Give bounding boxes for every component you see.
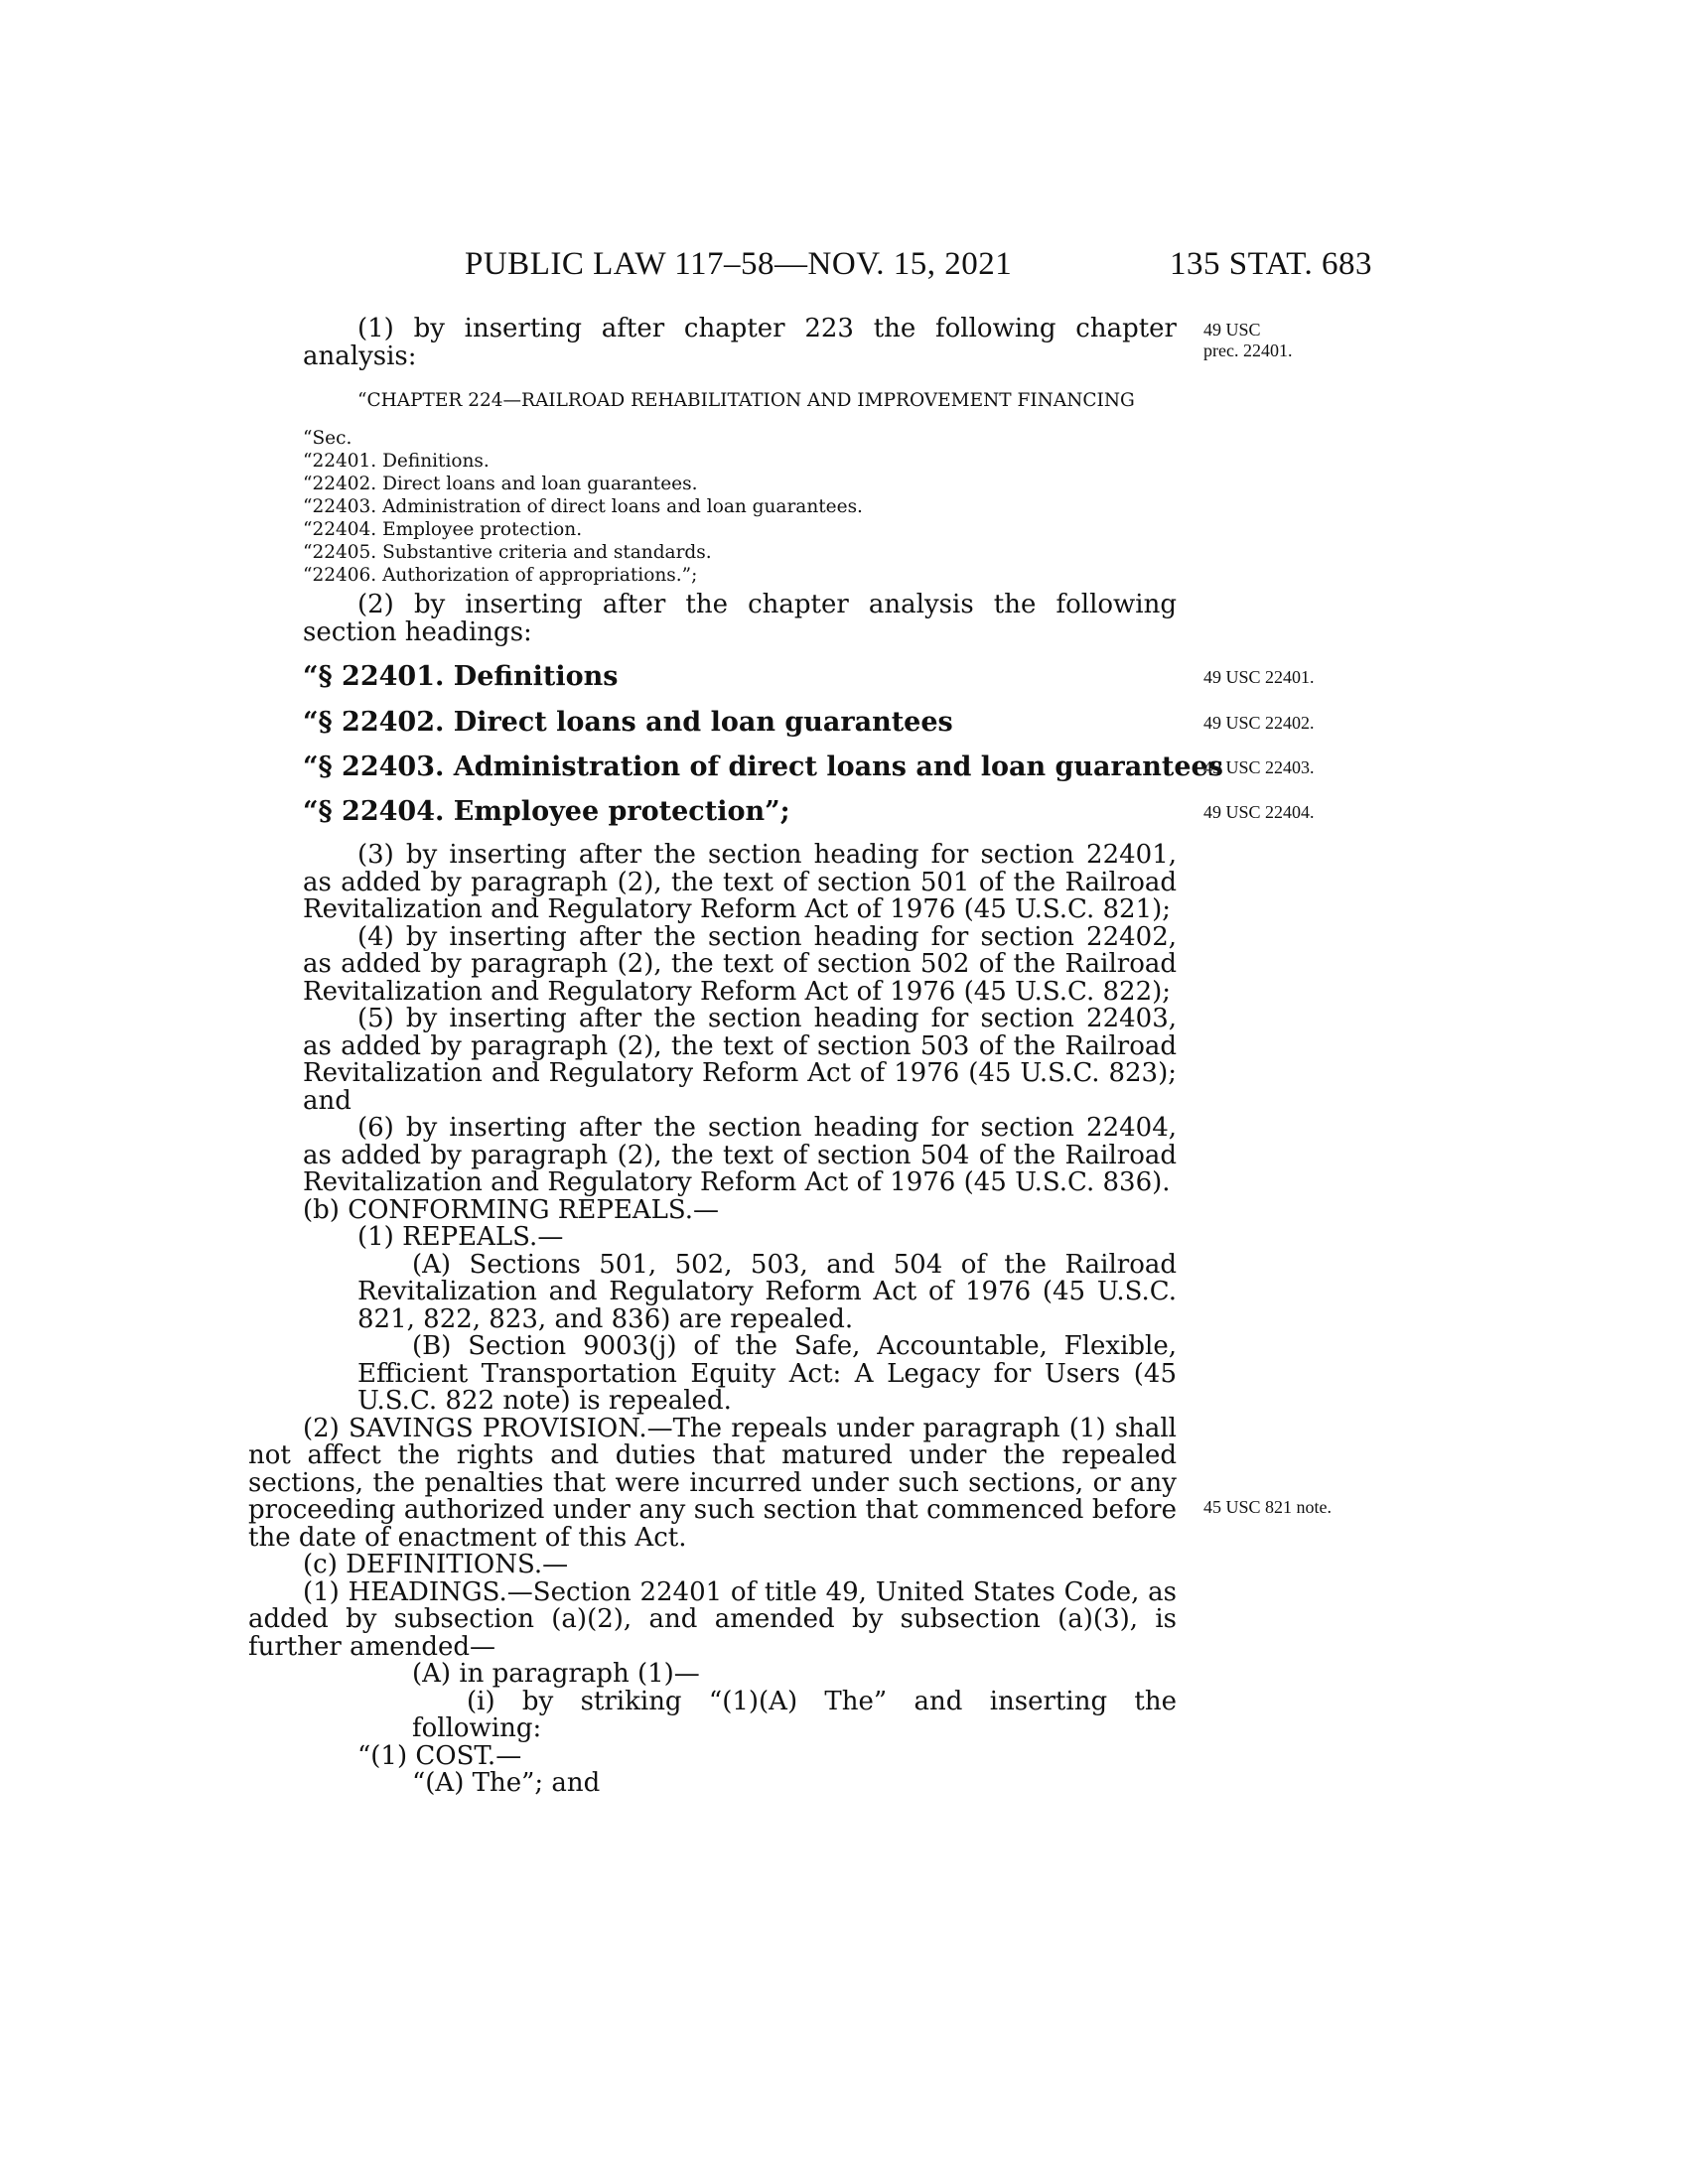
chapter-title-block	[303, 389, 1196, 412]
toc-item: “22401. Definitions.	[303, 451, 490, 472]
chapter-title: “CHAPTER 224—RAILROAD REHABILITATION AND IMPROVEMENT FINANCING	[357, 390, 1135, 411]
quoted-cost-heading: “(1) COST.—	[357, 1740, 522, 1771]
paragraph-6: (6) by inserting after the section heading for section 22404, as added by paragraph (2), the text of section 504 of the Railroad Revitalization and Regulatory Reform Act of 1976 (45 U.S.C. 836).	[303, 1113, 1177, 1197]
paragraph-4: (4) by inserting after the section heading for section 22402, as added by paragraph (2), the text of section 502 of the Railroad Revitalization and Regulatory Reform Act of 1976 (45 U.S.C. 822);	[303, 921, 1177, 1007]
subsection-b1B: (B) Section 9003(j) of the Safe, Accountable, Flexible, Efficient Transportation Equity Act: A Legacy for Users (45 U.S.C. 822 note) is repealed.	[357, 1331, 1177, 1416]
subsection-b2: (2) SAVINGS PROVISION.—The repeals under paragraph (1) shall not affect the rights and duties that matured under the repealed sections, the penalties that were incurred under such sections, or any proceeding authorized under any such section that commenced before the date of enactment of this Act.	[248, 1413, 1177, 1553]
margin-note-22402: 49 USC 22402.	[1203, 713, 1315, 733]
subsection-c1Ai: (i) by striking “(1)(A) The” and inserting the following:	[412, 1686, 1177, 1743]
paragraph-5: (5) by inserting after the section heading for section 22403, as added by paragraph (2), the text of section 503 of the Railroad Revitalization and Regulatory Reform Act of 1976 (45 U.S.C. 823); and	[303, 1004, 1177, 1116]
running-header-page: 135 STAT. 683	[1170, 246, 1373, 282]
toc-item: “22403. Administration of direct loans and loan guarantees.	[303, 496, 863, 517]
toc-item: “22404. Employee protection.	[303, 519, 583, 540]
margin-note-savings: 45 USC 821 note.	[1203, 1497, 1333, 1517]
section-heading-22401: “§ 22401. Definitions	[303, 661, 619, 692]
paragraph-2: (2) by inserting after the chapter analysis the following section headings:	[303, 590, 1177, 647]
subsection-c-heading: (c) DEFINITIONS.—	[303, 1550, 569, 1579]
paragraph-3: (3) by inserting after the section heading for section 22401, as added by paragraph (2), the text of section 501 of the Railroad Revitalization and Regulatory Reform Act of 1976 (45 U.S.C. 821);	[303, 840, 1177, 924]
paragraph-2-block	[303, 592, 1177, 646]
toc-item: “22406. Authorization of appropriations.”;	[303, 565, 698, 586]
quoted-cost-A: “(A) The”; and	[412, 1768, 601, 1798]
intro-block	[303, 316, 1177, 370]
subsection-c1A: (A) in paragraph (1)—	[412, 1659, 700, 1689]
toc-item: “Sec.	[303, 428, 352, 449]
running-header-title: PUBLIC LAW 117–58—NOV. 15, 2021	[465, 246, 1013, 282]
section-heading-22404: “§ 22404. Employee protection”;	[303, 796, 790, 827]
paragraph-1: (1) by inserting after chapter 223 the following chapter analysis:	[303, 314, 1177, 371]
toc-item: “22405. Substantive criteria and standards.	[303, 542, 712, 563]
section-heading-22403: “§ 22403. Administration of direct loans and loan guarantees	[303, 751, 1223, 782]
subsection-b-heading: (b) CONFORMING REPEALS.—	[303, 1194, 719, 1225]
body-text	[248, 840, 1177, 1798]
margin-note-22401: 49 USC 22401.	[1203, 667, 1315, 687]
section-heading-22402: “§ 22402. Direct loans and loan guarantees	[303, 707, 953, 738]
margin-note-1b: prec. 22401.	[1203, 341, 1293, 360]
subsection-b1A: (A) Sections 501, 502, 503, and 504 of the Railroad Revitalization and Regulatory Reform Act of 1976 (45 U.S.C. 821, 822, 823, and 836) are repealed.	[357, 1249, 1177, 1334]
margin-note-22404: 49 USC 22404.	[1203, 802, 1315, 822]
margin-note-22403: 49 USC 22403.	[1203, 757, 1315, 777]
chapter-table-of-contents	[303, 427, 1177, 587]
margin-note-1a: 49 USC	[1203, 320, 1261, 340]
subsection-c1: (1) HEADINGS.—Section 22401 of title 49, United States Code, as added by subsection (a)(2), and amended by subsection (a)(3), is further amended—	[248, 1576, 1177, 1662]
subsection-b1-heading: (1) REPEALS.—	[357, 1222, 564, 1252]
toc-item: “22402. Direct loans and loan guarantees.	[303, 474, 698, 494]
